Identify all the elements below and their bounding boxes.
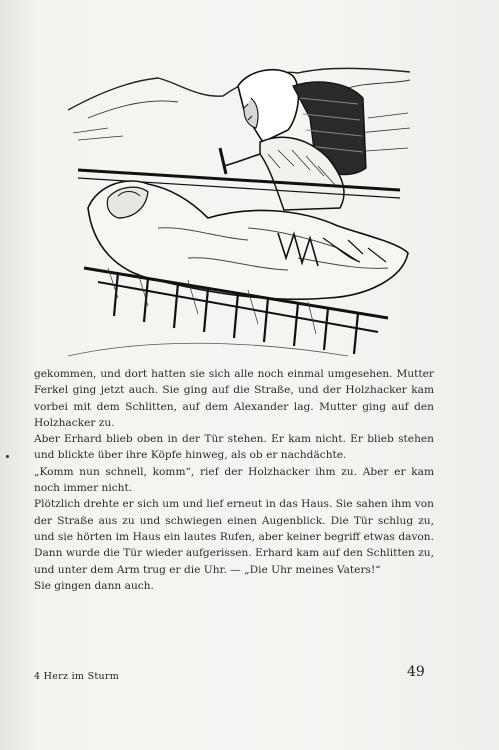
paragraph: gekommen, und dort hatten sie sich alle noch einmal umgesehen. Mutter Ferkel ging jetzt auch. Sie ging auf die Straße, und der Holzhacker kam vorbei mit dem Schlitten, auf dem Alexander lag. Mutter ging auf den Holzhacker zu. <box>34 368 434 429</box>
illustration-old-woman-sled-child <box>48 58 418 363</box>
body-text <box>34 366 434 594</box>
signature-mark: 4 Herz im Sturm <box>34 671 120 682</box>
paragraph: Sie gingen dann auch. <box>34 579 154 592</box>
page-number: 49 <box>407 664 425 680</box>
paragraph: Aber Erhard blieb oben in der Tür stehen. Er kam nicht. Er blieb stehen und blickte über ihre Köpfe hinweg, als ob er nachdächte. <box>34 433 434 462</box>
paragraph: „Komm nun schnell, komm“, rief der Holzhacker ihm zu. Aber er kam noch immer nicht. <box>34 465 434 495</box>
paper-speck <box>6 455 9 458</box>
paragraph: Plötzlich drehte er sich um und lief erneut in das Haus. Sie sahen ihm von der Straße aus zu und schwiegen einen Augenblick. Die Tür schlug zu, und sie hörten im Haus ein lautes Rufen, aber keiner begriff etwas davon. Dann wurde die Tür wieder aufgerissen. Erhard kam auf den Schlitten zu, und unter dem Arm trug er die Uhr. — „Die Uhr meines Vaters!“ <box>34 498 434 576</box>
